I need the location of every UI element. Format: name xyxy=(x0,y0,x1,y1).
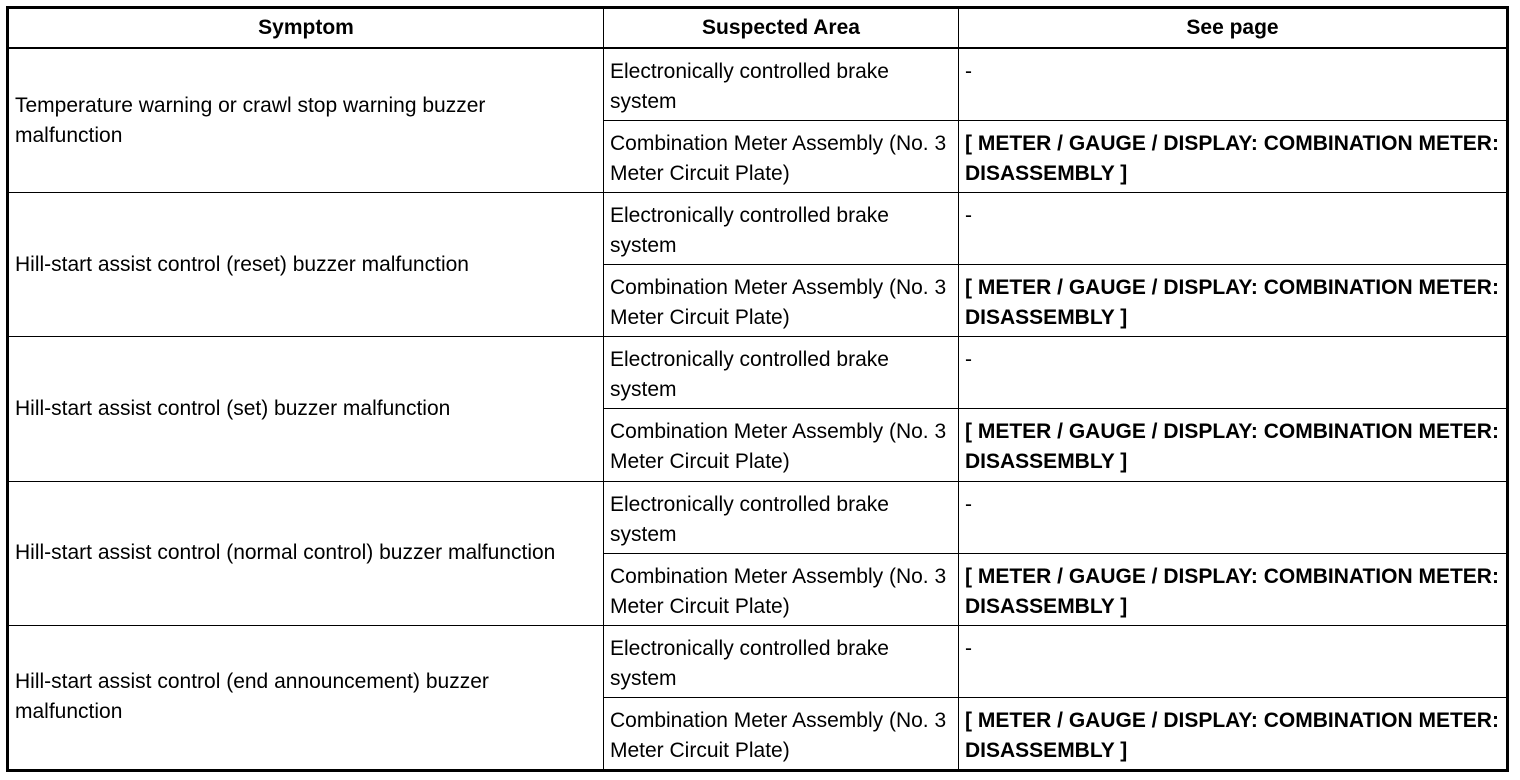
header-see-page: See page xyxy=(959,8,1508,49)
see-page-cell: - xyxy=(959,481,1508,553)
see-page-link[interactable]: [ METER / GAUGE / DISPLAY: COMBINATION METER: DISASSEMBLY ] xyxy=(959,409,1508,481)
suspected-area-cell: Combination Meter Assembly (No. 3 Meter Circuit Plate) xyxy=(604,121,959,193)
suspected-area-cell: Combination Meter Assembly (No. 3 Meter Circuit Plate) xyxy=(604,553,959,625)
table-row xyxy=(8,625,1508,697)
symptom-cell: Hill-start assist control (end announcement) buzzer malfunction xyxy=(8,625,604,770)
table-row xyxy=(8,481,1508,553)
see-page-cell: - xyxy=(959,193,1508,265)
suspected-area-cell: Combination Meter Assembly (No. 3 Meter Circuit Plate) xyxy=(604,697,959,770)
header-suspected-area: Suspected Area xyxy=(604,8,959,49)
suspected-area-cell: Electronically controlled brake system xyxy=(604,481,959,553)
table-header xyxy=(8,8,1508,49)
symptom-cell: Hill-start assist control (normal control) buzzer malfunction xyxy=(8,481,604,625)
symptom-cell: Temperature warning or crawl stop warning buzzer malfunction xyxy=(8,48,604,193)
see-page-link[interactable]: [ METER / GAUGE / DISPLAY: COMBINATION METER: DISASSEMBLY ] xyxy=(959,121,1508,193)
suspected-area-cell: Combination Meter Assembly (No. 3 Meter Circuit Plate) xyxy=(604,409,959,481)
header-row xyxy=(8,8,1508,49)
table-row xyxy=(8,337,1508,409)
suspected-area-cell: Electronically controlled brake system xyxy=(604,193,959,265)
symptom-cell: Hill-start assist control (reset) buzzer malfunction xyxy=(8,193,604,337)
table-row xyxy=(8,193,1508,265)
table-body xyxy=(8,48,1508,771)
header-symptom: Symptom xyxy=(8,8,604,49)
see-page-link[interactable]: [ METER / GAUGE / DISPLAY: COMBINATION METER: DISASSEMBLY ] xyxy=(959,697,1508,770)
see-page-cell: - xyxy=(959,625,1508,697)
suspected-area-cell: Electronically controlled brake system xyxy=(604,337,959,409)
see-page-cell: - xyxy=(959,337,1508,409)
suspected-area-cell: Combination Meter Assembly (No. 3 Meter Circuit Plate) xyxy=(604,265,959,337)
see-page-cell: - xyxy=(959,48,1508,121)
suspected-area-cell: Electronically controlled brake system xyxy=(604,48,959,121)
symptom-cell: Hill-start assist control (set) buzzer malfunction xyxy=(8,337,604,481)
see-page-link[interactable]: [ METER / GAUGE / DISPLAY: COMBINATION METER: DISASSEMBLY ] xyxy=(959,553,1508,625)
see-page-link[interactable]: [ METER / GAUGE / DISPLAY: COMBINATION METER: DISASSEMBLY ] xyxy=(959,265,1508,337)
symptom-table xyxy=(6,6,1509,772)
suspected-area-cell: Electronically controlled brake system xyxy=(604,625,959,697)
table-row xyxy=(8,48,1508,121)
